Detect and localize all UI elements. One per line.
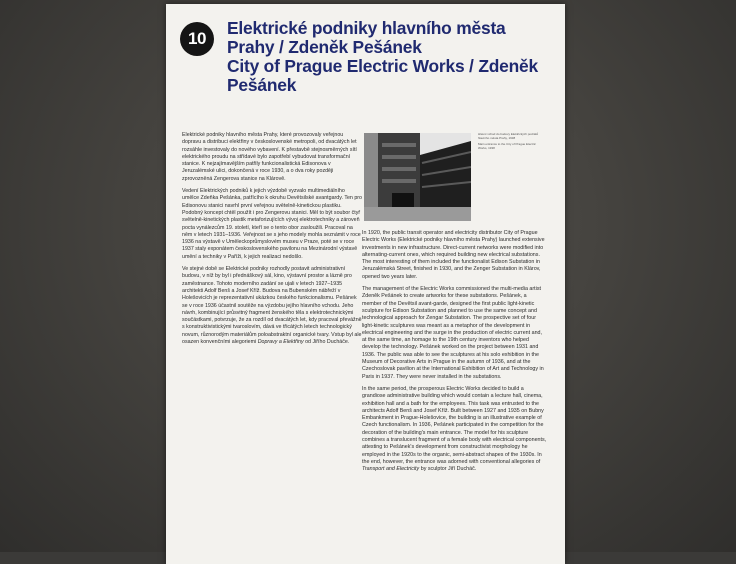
czech-paragraph-3	[182, 266, 362, 346]
building-photo-image	[364, 133, 471, 221]
exhibition-label-panel	[166, 4, 565, 564]
building-photo	[364, 133, 471, 221]
czech-paragraph-3-text: Ve stejné době se Elektrické podniky rozhodly postavit administrativní budovu, v níž by byl i přednáškový sál, kino, výstavní prostor a lázně pro zaměstnance. Tohoto moderního zadání se ujali v letech 1927–1935 architekti Adolf Benš a Josef Kříž. Budova na Bubenském nábřeží v Holešovicích je reprezentativní ukázkou českého funkcionalismu. Pešánek se v roce 1936 účastnil soutěže na výzdobu jejího hlavního vchodu. Jeho návrh, kombinující průsvitný fragment ženského těla s elektrotechnickými součástkami, potvrzuje, že za rozdíl od dvacátých let, kdy pracoval převážně s konstruktivistickými tvaroslovím, dává ve třicátých letech technologický novum, různorodým materiálům poloabstraktní organické tvary. Vstup byl ale osazen konvenčními alegoriemi	[182, 266, 362, 346]
section-number: 10	[188, 29, 206, 48]
english-text-column	[362, 230, 547, 479]
english-paragraph-3-tail: by sculptor Jiří Ducháč.	[420, 466, 477, 473]
czech-paragraph-1: Elektrické podniky hlavního města Prahy, které provozovaly veřejnou dopravu a distribuci elektřiny v československé metropoli, od dvacátých let rozsáhle investovaly do nového vybavení. K přestavbě stejnosměrných sítí elektrického proudu na střídavé bylo zapotřebí vybudovat transformační stanice. K nejzajímavějším patřily funkcionalistická Edisonova v Jeruzalémské ulici, dokončená v roce 1930, a o dva roky později zprovozněná Zengerova stanice na Klárově.	[182, 132, 357, 182]
title-english: City of Prague Electric Works / Zdeněk Pešánek	[227, 56, 539, 95]
caption-czech: Hlavní vchod do budovy Elektrických podniků hlavního města Prahy, 1938	[478, 132, 539, 140]
czech-text-column	[182, 132, 362, 351]
caption-english: Main entrance to the City of Prague Electric Works, 1938	[478, 142, 536, 150]
photo-caption	[478, 133, 540, 153]
section-number-badge	[180, 22, 214, 56]
panel-title	[227, 19, 557, 95]
english-artwork-title: Transport and Electricity	[362, 466, 420, 473]
english-paragraph-2: The management of the Electric Works commissioned the multi-media artist Zdeněk Pešánek to create artworks for these substations. Pešánek, a member of the Devětsil avant-garde, designed the first public light-kinetic sculpture for Edison Substation and planned to use the same concept and technological approach for Zengar Substation. The prospective set of four light-kinetic sculptures was meant as a metaphor of the development in electrical engineering and the surge in the production of electric current and, at the same time, an homage to the 19th century inventors who helped develop the technology. Pešánek worked on the project between 1931 and 1936. The public was able to see the sculptures at his solo exhibition in the Museum of Decorative Arts in Prague in the autumn of 1936, and at the Czechoslovak pavilion at the International Exhibition of Art and Technology in Paris in 1937. They were never installed in the substations.	[362, 286, 544, 380]
title-czech: Elektrické podniky hlavního města Prahy / Zdeněk Pešánek	[227, 18, 506, 57]
czech-artwork-title: Dopravy a Elektřiny	[257, 339, 304, 346]
english-paragraph-1: In 1920, the public transit operator and electricity distributor City of Prague Electric Works (Elektrické podniky hlavního města Prahy) launched extensive investments in new infrastructure. Direct-current networks were modified into alternating-current ones, which required building new electrical substations. The most interesting of them included the functionalist Edison Substation in Jeruzalémská Street, finished in 1930, and the Zenger Substation in Klárov, opened two years later.	[362, 230, 545, 280]
czech-paragraph-3-tail: od Jiřího Ducháče.	[305, 339, 350, 346]
english-paragraph-3	[362, 386, 547, 474]
czech-paragraph-2: Vedení Elektrických podniků k jejich výzdobě vyzvalo multimediálního umělce Zdeňka Pešánka, patřícího k okruhu Devětsilské avantgardy. Ten pro Edisonovu stanici navrhl první veřejnou světelně-kinetickou plastiku. Podobný koncept chtěl použít i pro Zengerovu stanici. Měl to být soubor čtyř světelně-kinetických plastik metaforizujících vývoj elektrotechniky a zároveň pocta vynálezcům 19. století, kteří se o tento obor zasloužili. Pracoval na něm v letech 1931–1936. Veřejnost se s jeho modely mohla seznámit v roce 1936 na výstavě v Uměleckoprůmyslovém museu v Praze, poté se v roce 1937 staly exponátem československého pavilonu na Mezinárodní výstavě umění a techniky v Paříži, k jejich realizaci nedošlo.	[182, 188, 362, 260]
english-paragraph-3-text: In the same period, the prosperous Electric Works decided to build a grandiose administrative building which would contain a lecture hall, cinema, exhibition hall and a bath for the employees. This task was entrusted to the architects Adolf Benš and Josef Kříž. Built between 1927 and 1935 on Bubny Embankment in Prague-Holešovice, the building is an illustrative example of Czech functionalism. In 1936, Pešánek participated in the competition for the decoration of the building's main entrance. The model for his sculpture combines a translucent fragment of a female body with electrical components, attesting to Pešánek's development from constructivist morphology he employed in the 1920s to the organic, semi-abstract shapes of the 1930s. In the end, however, the entrance was adorned with conventional allegories of	[362, 385, 547, 465]
